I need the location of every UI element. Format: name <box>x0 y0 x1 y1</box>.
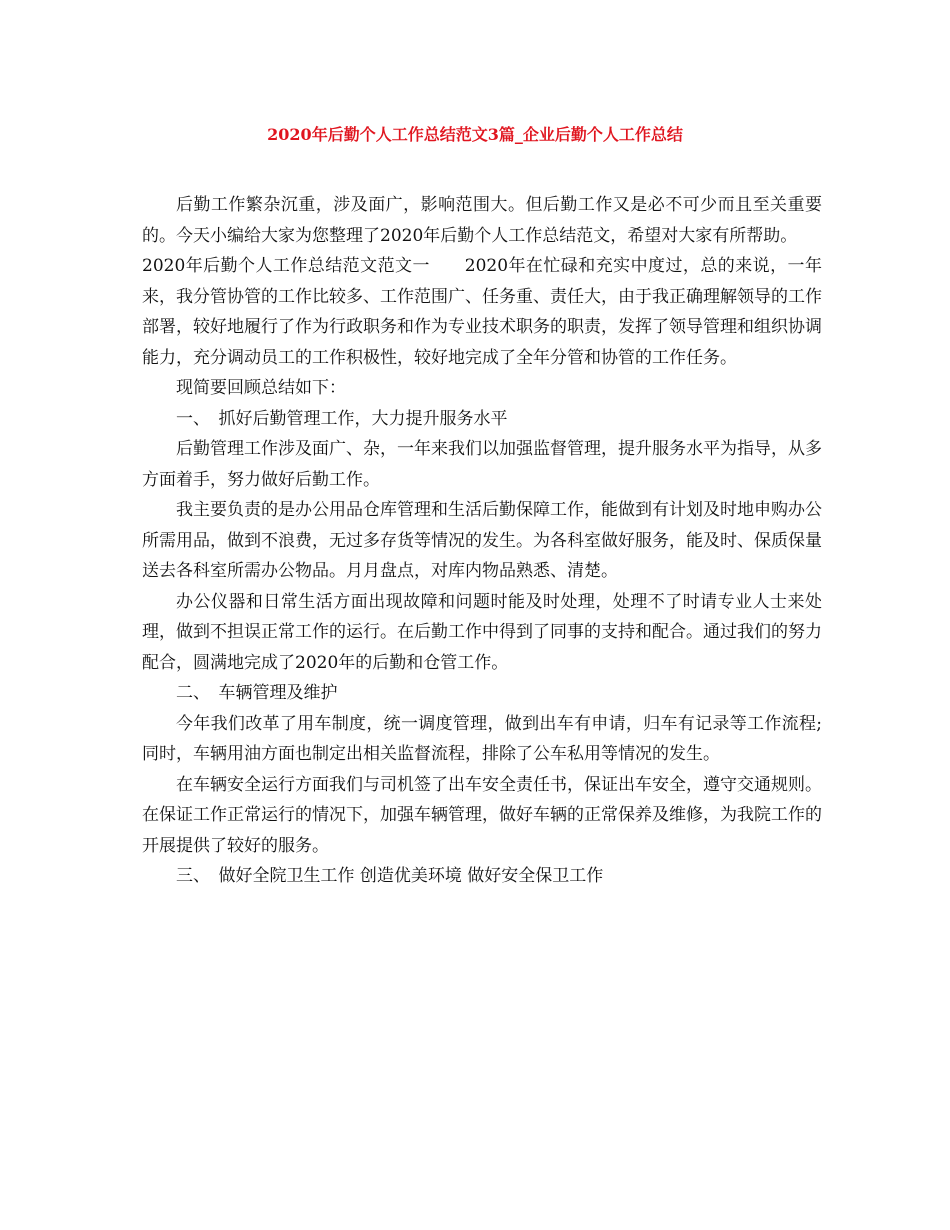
section-heading-three: 三、 做好全院卫生工作 创造优美环境 做好安全保卫工作 <box>176 866 604 886</box>
paragraph-vehicle-system: 今年我们改革了用车制度，统一调度管理，做到出车有申请，归车有记录等工作流程;同时，车辆用油方面也制定出相关监督流程，排除了公车私用等情况的发生。 <box>142 713 822 764</box>
document-body <box>142 190 822 892</box>
document-title: 2020年后勤个人工作总结范文3篇_企业后勤个人工作总结 <box>267 125 683 144</box>
section-heading-one: 一、 抓好后勤管理工作，大力提升服务水平 <box>176 408 508 429</box>
paragraph-equipment-repair: 办公仪器和日常生活方面出现故障和问题时能及时处理，处理不了时请专业人士来处理，做到不担误正常工作的运行。在后勤工作中得到了同事的支持和配合。通过我们的努力配合，圆满地完成了2020年的后勤和仓管工作。 <box>142 591 822 673</box>
section-heading-two: 二、 车辆管理及维护 <box>176 683 338 703</box>
paragraph-office-supplies: 我主要负责的是办公用品仓库管理和生活后勤保障工作，能做到有计划及时地申购办公所需用品，做到不浪费，无过多存货等情况的发生。为各科室做好服务，能及时、保质保量送去各科室所需办公物品。月月盘点，对库内物品熟悉、清楚。 <box>142 500 822 581</box>
paragraph-vehicle-safety: 在车辆安全运行方面我们与司机签了出车安全责任书，保证出车安全，遵守交通规则。在保证工作正常运行的情况下，加强车辆管理，做好车辆的正常保养及维修，为我院工作的开展提供了较好的服务。 <box>142 774 822 856</box>
paragraph-sample-one: 2020年后勤个人工作总结范文范文一 2020年在忙碌和充实中度过，总的来说，一年来，我分管协管的工作比较多、工作范围广、任务重、责任大，由于我正确理解领导的工作部署，较好地履行了作为行政职务和作为专业技术职务的职责，发挥了领导管理和组织协调能力，充分调动员工的工作积极性，较好地完成了全年分管和协管的工作任务。 <box>142 256 822 368</box>
paragraph-summary-lead: 现简要回顾总结如下： <box>176 378 346 398</box>
paragraph-logistics-management: 后勤管理工作涉及面广、杂，一年来我们以加强监督管理，提升服务水平为指导，从多方面着手，努力做好后勤工作。 <box>142 439 822 490</box>
paragraph-intro: 后勤工作繁杂沉重，涉及面广，影响范围大。但后勤工作又是必不可少而且至关重要的。今天小编给大家为您整理了2020年后勤个人工作总结范文，希望对大家有所帮助。 <box>142 195 822 246</box>
